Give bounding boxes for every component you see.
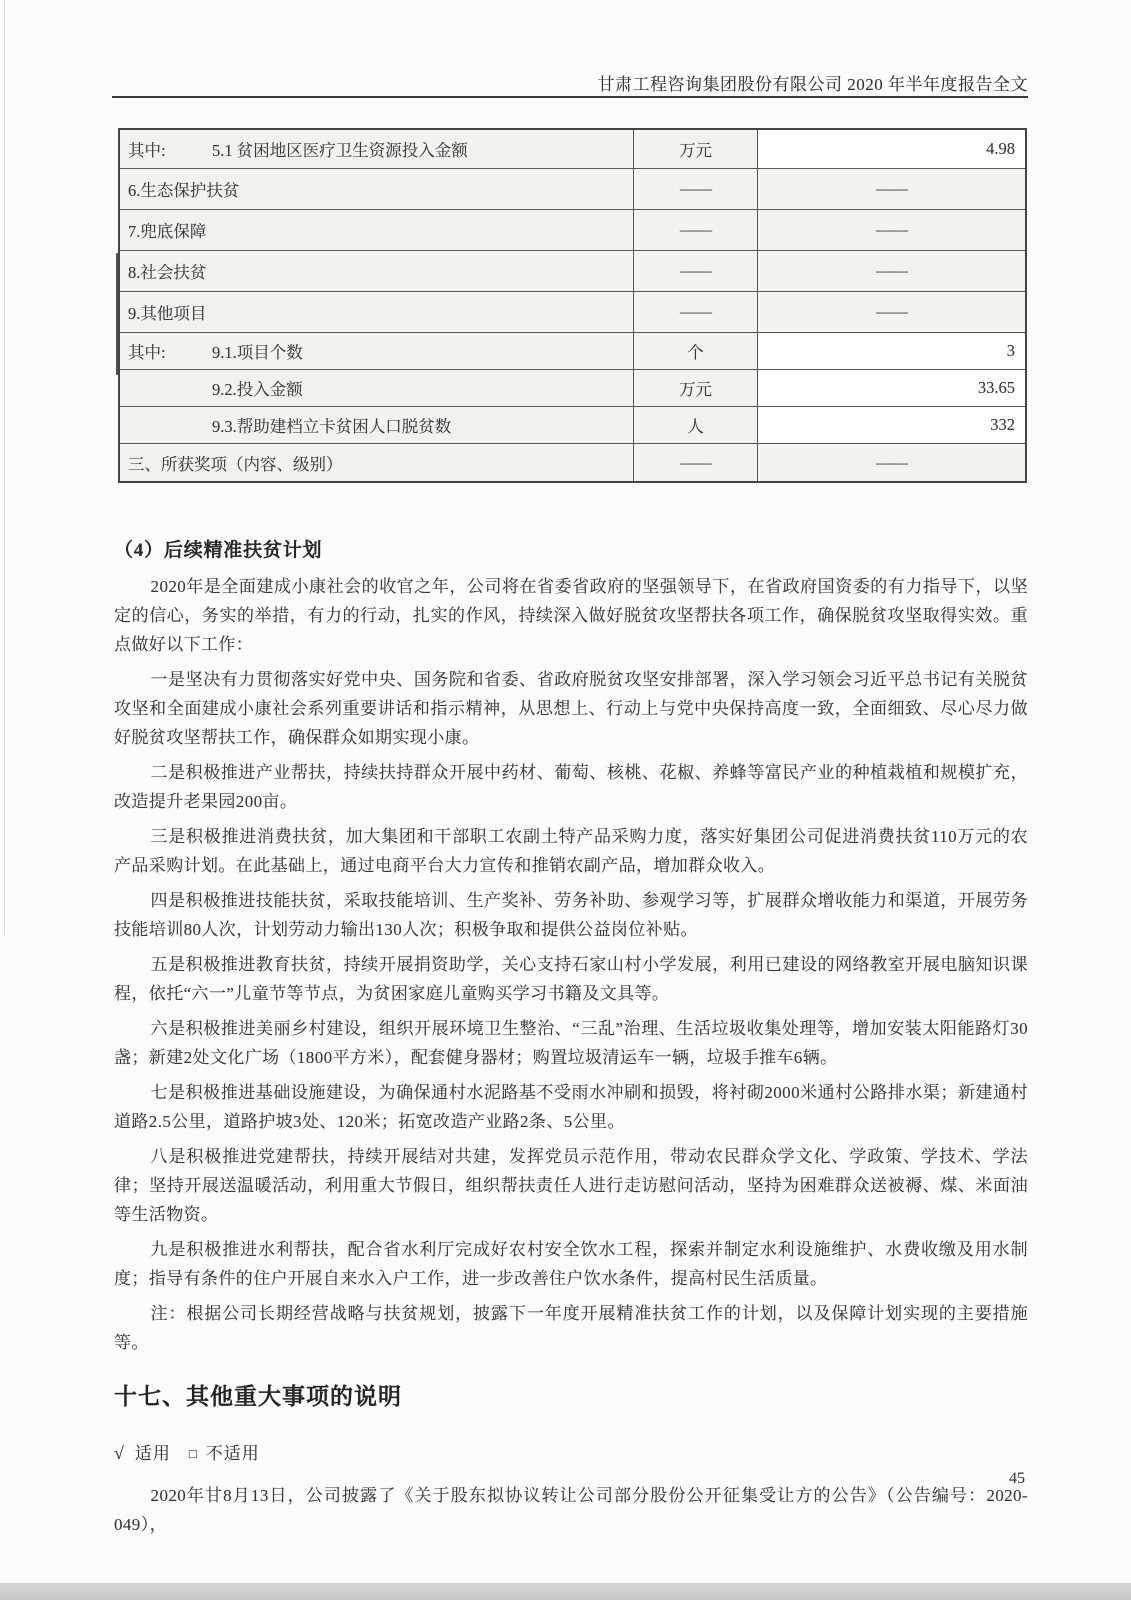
row-label: 8.社会扶贫 [128, 263, 207, 282]
checkbox-empty-icon: □ [188, 1446, 198, 1461]
table-row [120, 130, 1025, 168]
row-unit: —— [680, 261, 711, 280]
table-cell-unit [633, 292, 757, 332]
row-unit: —— [680, 220, 711, 239]
row-label: 9.1.项目个数 [212, 343, 303, 362]
table-row [120, 291, 1025, 332]
table-row [120, 332, 1025, 369]
table-cell-value [757, 130, 1025, 168]
header-divider [112, 96, 1028, 98]
scan-artifact-left-line [4, 0, 5, 935]
applicable-label: 适用 [134, 1444, 171, 1463]
table-cell-unit [633, 169, 757, 209]
table-cell-value [757, 251, 1025, 291]
row-value: 3 [1006, 341, 1015, 360]
table-cell-label [120, 292, 633, 332]
section-heading-other-major-matters: 十七、其他重大事项的说明 [114, 1384, 402, 1409]
table-cell-unit [633, 333, 757, 369]
table-cell-label [120, 210, 633, 250]
row-unit: —— [680, 452, 711, 472]
row-value: —— [876, 220, 907, 239]
disclosure-paragraph: 2020年甘8月13日，公司披露了《关于股东拟协议转让公司部分股份公开征集受让方的公告》（公告编号：2020-049）， [114, 1486, 1028, 1534]
paragraph: 八是积极推进党建帮扶，持续开展结对共建，发挥党员示范作用，带动农民群众学文化、学政策、学技术、学法律；坚持开展送温暖活动，利用重大节假日，组织帮扶责任人进行走访慰问活动，坚持为困难群众送被褥、煤、米面油等生活物资。 [114, 1147, 1028, 1224]
row-prefix: 其中: [128, 343, 166, 362]
row-label: 9.其他项目 [128, 304, 207, 323]
section-heading-followup-plan: （4）后续精准扶贫计划 [114, 540, 323, 561]
row-value: —— [876, 261, 907, 280]
table-cell-value [757, 407, 1025, 443]
paragraph: 二是积极推进产业帮扶，持续扶持群众开展中药材、葡萄、核桃、花椒、养蜂等富民产业的种植栽植和规模扩充，改造提升老果园200亩。 [114, 763, 1028, 811]
row-label: 6.生态保护扶贫 [128, 181, 240, 200]
table-cell-label [120, 370, 633, 406]
table-cell-label [120, 444, 633, 481]
table-cell-label [120, 130, 633, 168]
paragraph: 七是积极推进基础设施建设，为确保通村水泥路基不受雨水冲刷和损毁，将衬砌2000米通村公路排水渠；新建通村道路2.5公里，道路护坡3处、120米；拓宽改造产业路2条、5公里。 [114, 1083, 1028, 1131]
paragraph: 九是积极推进水利帮扶，配合省水利厅完成好农村安全饮水工程，探索并制定水利设施维护、水费收缴及用水制度；指导有条件的住户开展自来水入户工作，进一步改善住户饮水条件，提高村民生活质量。 [114, 1240, 1028, 1288]
row-unit: —— [680, 302, 711, 321]
table-row [120, 443, 1025, 481]
table-cell-value [757, 169, 1025, 209]
row-value: —— [876, 179, 907, 198]
table-cell-unit [633, 130, 757, 168]
paragraph: 三是积极推进消费扶贫，加大集团和干部职工农副土特产品采购力度，落实好集团公司促进消费扶贫110万元的农产品采购计划。在此基础上，通过电商平台大力宣传和推销农副产品，增加群众收入。 [114, 827, 1028, 875]
page-body [114, 538, 1028, 1545]
not-applicable-label: 不适用 [205, 1444, 260, 1463]
table-row [120, 250, 1025, 291]
table-cell-value [757, 444, 1025, 481]
table-cell-value [757, 370, 1025, 406]
row-label: 9.2.投入金额 [212, 380, 303, 399]
check-mark-icon: √ [114, 1443, 125, 1463]
row-value: —— [876, 452, 907, 472]
table-row [120, 168, 1025, 209]
row-label: 5.1 贫困地区医疗卫生资源投入金额 [212, 141, 468, 160]
row-label: 7.兜底保障 [128, 222, 207, 241]
table-row [120, 406, 1025, 443]
scan-artifact-bottom-band [0, 1583, 1131, 1600]
paragraph: 一是坚决有力贯彻落实好党中央、国务院和省委、省政府脱贫攻坚安排部署，深入学习领会习近平总书记有关脱贫攻坚和全面建成小康社会系列重要讲话和指示精神，从思想上、行动上与党中央保持高度一致，全面细致、尽心尽力做好脱贫攻坚帮扶工作，确保群众如期实现小康。 [114, 670, 1028, 747]
report-header-title: 甘肃工程咨询集团股份有限公司 2020 年半年度报告全文 [597, 75, 1028, 94]
table-cell-label [120, 169, 633, 209]
page-number: 45 [1009, 1470, 1025, 1487]
table-row [120, 209, 1025, 250]
row-unit: 万元 [679, 380, 712, 399]
row-value: 33.65 [977, 378, 1015, 397]
table-cell-label [120, 333, 633, 369]
paragraph: 六是积极推进美丽乡村建设，组织开展环境卫生整治、“三乱”治理、生活垃圾收集处理等，增加安装太阳能路灯30盏；新建2处文化广场（1800平方米），配套健身器材；购置垃圾清运车一辆，垃圾手推车6辆。 [114, 1019, 1028, 1067]
paragraph: 2020年是全面建成小康社会的收官之年，公司将在省委省政府的坚强领导下，在省政府国资委的有力指导下，以坚定的信心，务实的举措，有力的行动，扎实的作风，持续深入做好脱贫攻坚帮扶各项工作，确保脱贫攻坚取得实效。重点做好以下工作： [114, 577, 1028, 654]
table-cell-unit [633, 407, 757, 443]
row-unit: 个 [687, 343, 704, 362]
table-cell-value [757, 210, 1025, 250]
table-cell-unit [633, 444, 757, 481]
table-cell-label [120, 251, 633, 291]
poverty-table [118, 128, 1027, 483]
paragraph: 四是积极推进技能扶贫，采取技能培训、生产奖补、劳务补助、参观学习等，扩展群众增收能力和渠道，开展劳务技能培训80人次，计划劳动力输出130人次；积极争取和提供公益岗位补贴。 [114, 891, 1028, 939]
note-paragraph: 注：根据公司长期经营战略与扶贫规划，披露下一年度开展精准扶贫工作的计划，以及保障计划实现的主要措施等。 [114, 1304, 1028, 1352]
row-label: 三、所获奖项（内容、级别） [128, 454, 343, 474]
table-cell-unit [633, 251, 757, 291]
row-unit: 人 [687, 417, 704, 436]
table-row [120, 369, 1025, 406]
row-unit: —— [680, 179, 711, 198]
table-cell-label [120, 407, 633, 443]
table-cell-value [757, 333, 1025, 369]
applicability-line [114, 1439, 1028, 1469]
row-value: —— [876, 302, 907, 321]
row-value: 332 [990, 415, 1015, 434]
table-cell-unit [633, 210, 757, 250]
row-label: 9.3.帮助建档立卡贫困人口脱贫数 [212, 417, 452, 436]
table-cell-unit [633, 370, 757, 406]
row-unit: 万元 [679, 141, 712, 160]
row-value: 4.98 [986, 139, 1015, 158]
table-cell-value [757, 292, 1025, 332]
row-prefix: 其中: [128, 141, 166, 160]
paragraph: 五是积极推进教育扶贫，持续开展捐资助学，关心支持石家山村小学发展，利用已建设的网络教室开展电脑知识课程，依托“六一”儿童节等节点，为贫困家庭儿童购买学习书籍及文具等。 [114, 955, 1028, 1003]
